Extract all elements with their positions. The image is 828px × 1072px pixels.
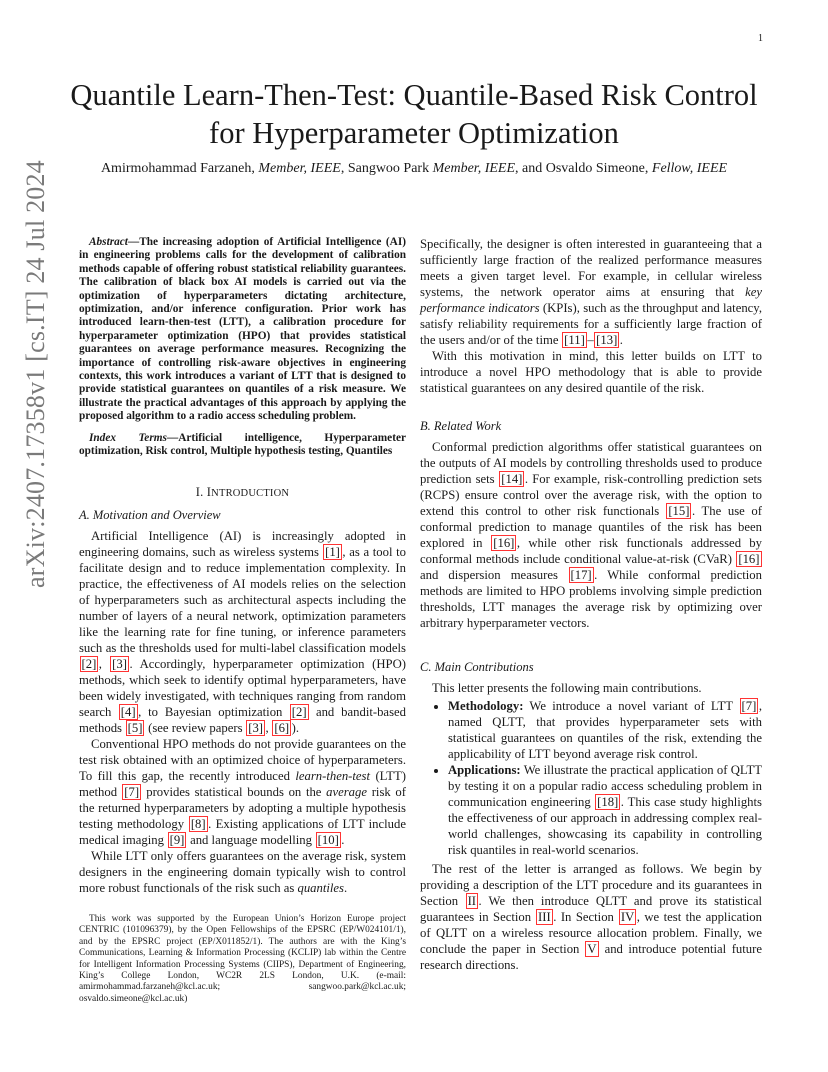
citation-link[interactable]: [1] <box>325 544 340 559</box>
section-smallcaps: NTRODUCTION <box>211 487 290 499</box>
citation-link[interactable]: [2] <box>81 656 97 671</box>
abstract <box>79 236 406 424</box>
arxiv-identifier-stamp[interactable]: arXiv:2407.17358v1 [cs.IT] 24 Jul 2024 <box>21 160 50 588</box>
intro-paragraph-2: Conventional HPO methods do not provide guarantees on the test risk obtained with an optimized choice of hyperparameters. To fill this gap, the recently introduced learn-then-test (LTT) method [7] provides statistical bounds on the average risk of the returned hyperparameters by adopting a multiple hypothesis testing methodology [8] . Existing applications of LTT include medical imaging [9] and language modelling [10] . <box>79 736 406 847</box>
author-name: , and Osvaldo Simeone, <box>515 161 649 176</box>
citation-link[interactable]: [17] <box>570 568 592 582</box>
motivation-paragraph-continued: Specifically, the designer is often interested in guaranteeing that a sufficiently large fraction of the realized performance measures meets a given target level. For example, in cellular wireless systems, the network operator aims at ensuring that key performance indicators (KPIs), such as the throughput and latency, satisfy reliability requirements for a sufficiently large fraction of the users and/or of the time [11] – [13] . <box>420 237 762 347</box>
list-item: • Applications: We illustrate the practical application of QLTT by testing it on a popular radio access scheduling problem in communication engineering [18] . This case study highlights the effectiveness of our approach in addressing complex real-world challenges, showcasing its capability in controlling risk quantiles in real-world scenarios. <box>448 762 762 858</box>
subsection-heading-related-work: B. Related Work <box>420 419 502 433</box>
bullet-label: Applications: <box>448 763 521 777</box>
citation-link[interactable]: [4] <box>120 704 136 719</box>
section-link[interactable]: II <box>467 894 477 908</box>
citation-link[interactable]: [11] <box>564 333 585 347</box>
index-terms-label: Index Terms <box>89 431 167 444</box>
contributions-intro: This letter presents the following main contributions. <box>432 681 702 695</box>
citation-link[interactable]: [10] <box>317 832 339 847</box>
list-item: • Methodology: We introduce a novel variant of LTT [7] , named QLTT, that provides hyperparameter sets with statistical guarantees on quantiles of the risk, extending the applicability of LTT beyond average risk control. <box>448 698 762 762</box>
citation-link[interactable]: [16] <box>493 536 515 550</box>
citation-link[interactable]: [9] <box>169 832 185 847</box>
citation-link[interactable]: [18] <box>597 795 619 809</box>
citation-link[interactable]: [5] <box>127 720 143 735</box>
page-number: 1 <box>758 33 763 44</box>
funding-footnote <box>79 914 406 1005</box>
citation-link[interactable]: [7] <box>741 699 757 713</box>
citation-link[interactable]: [3] <box>248 720 264 735</box>
citation-link[interactable]: [8] <box>190 816 206 831</box>
abstract-text: —The increasing adoption of Artificial Intelligence (AI) in engineering problems calls for the development of calibration methods capable of offering robust statistical reliability guarantees. The calibration of black box AI models is carried out via the optimization of hyperparameters dictating architecture, optimization, and/or inference configuration. Prior work has introduced learn-then-test (LTT), a calibration procedure for hyperparameter optimization (HPO) that provides statistical guarantees on average performance measures. Recognizing the importance of controlling risk-aware objectives in engineering contexts, this work introduces a variant of LTT that is designed to provide statistical guarantees on quantiles of a risk measure. We illustrate the practical advantages of this approach by applying the proposed algorithm to a radio access scheduling problem. <box>79 236 406 423</box>
section-link[interactable]: III <box>538 910 551 924</box>
citation-link[interactable]: [14] <box>501 472 523 486</box>
section-numeral: I. <box>195 484 207 499</box>
bullet-label: Methodology: <box>448 699 524 713</box>
contributions-list <box>420 698 762 858</box>
citation-link[interactable]: [3] <box>112 656 127 671</box>
abstract-label: Abstract <box>89 236 128 248</box>
citation-link[interactable]: [16] <box>738 552 760 566</box>
right-column <box>420 236 762 973</box>
left-column <box>79 236 406 896</box>
section-link[interactable]: IV <box>620 910 635 924</box>
citation-link[interactable]: [2] <box>291 704 307 719</box>
citation-link[interactable]: [15] <box>668 504 690 518</box>
index-terms-text: —Artificial intelligence, Hyperparameter optimization, Risk control, Multiple hypothesis testing, Quantiles <box>79 431 406 458</box>
intro-paragraph-1: Artificial Intelligence (AI) is increasingly adopted in engineering domains, such as wireless systems [1] , as a tool to facilitate design and to reduce implementation complexity. In practice, the effectiveness of AI models relies on the selection of hyperparameters such as architectural aspects including the number of layers of a neural network, optimization parameters like the learning rate for fine tuning, or inference parameters such as the thresholds used for multi-label classification models [2] , [3] . Accordingly, hyperparameter optimization (HPO) methods, which seek to identify optimal hyperparameters, have been widely investigated, with techniques ranging from random search [4] , to Bayesian optimization [2] and bandit-based methods [5] (see review papers [3] , [6] ). <box>79 528 407 735</box>
related-work-paragraph: Conformal prediction algorithms offer statistical guarantees on the outputs of AI models by controlling thresholds used to produce prediction sets [14] . For example, risk-controlling prediction sets (RCPS) ensure control over the average risk, with the option to extend this control to other risk functionals [15] . The use of conformal prediction to manage quantiles of the risk has been explored in [16] , while other risk functionals addressed by conformal methods include conditional value-at-risk (CVaR) [16] and dispersion measures [17] . While conformal prediction methods are limited to HPO problems involving simple prediction thresholds, LTT manages the average risk by optimizing over arbitrary hyperparameter vectors. <box>420 440 762 630</box>
citation-link[interactable]: [6] <box>274 720 290 735</box>
section-heading-introduction <box>79 484 406 502</box>
index-terms <box>79 432 406 459</box>
author-name: Amirmohammad Farzaneh, <box>100 161 255 176</box>
citation-link[interactable]: [7] <box>124 784 140 799</box>
paper-title: Quantile Learn-Then-Test: Quantile-Based Risk Control for Hyperparameter Optimization <box>70 78 758 150</box>
author-affiliation: Fellow, IEEE <box>651 161 728 176</box>
section-link[interactable]: V <box>587 942 597 956</box>
outline-paragraph: The rest of the letter is arranged as follows. We begin by providing a description of the LTT procedure and its guarantees in Section II . We then introduce QLTT and prove its statistical guarantees in Section III . In Section IV , we test the application of QLTT on a wireless resource allocation problem. Finally, we conclude the paper in Section V and introduce potential future research directions. <box>420 862 763 972</box>
intro-paragraph-3: While LTT only offers guarantees on the average risk, system designers in the engineering domain typically wish to control more robust functionals of the risk such as quantiles. <box>79 848 406 895</box>
author-affiliation: Member, IEEE <box>258 161 341 176</box>
author-line <box>40 160 788 178</box>
subsection-heading-motivation: A. Motivation and Overview <box>79 507 221 522</box>
author-name: , Sangwoo Park <box>340 161 430 176</box>
footnote-text: This work was supported by the European Union’s Horizon Europe project CENTRIC (101096379), by the Open Fellowships of the EPSRC (EP/W024101/1), and by the EPSRC project (EP/X011852/1). The authors are with the King’s Communications, Learning & Information Processing (KCLIP) lab within the Centre for Intelligent Information Processing Systems (CIIPS), Department of Engineering, King’s College London, WC2R 2LS London, U.K. (e-mail: amirmohammad.farzaneh@kcl.ac.uk; sangwoo.park@kcl.ac.uk; osvaldo.simeone@kcl.ac.uk) <box>79 914 406 1004</box>
motivation-paragraph-final: With this motivation in mind, this letter builds on LTT to introduce a novel HPO methodology that is able to provide statistical guarantees on any desired quantile of the risk. <box>420 349 762 395</box>
section-initial: I <box>206 484 212 499</box>
author-affiliation: Member, IEEE <box>432 161 516 176</box>
citation-link[interactable]: [13] <box>596 333 618 347</box>
subsection-heading-contributions: C. Main Contributions <box>420 660 534 674</box>
